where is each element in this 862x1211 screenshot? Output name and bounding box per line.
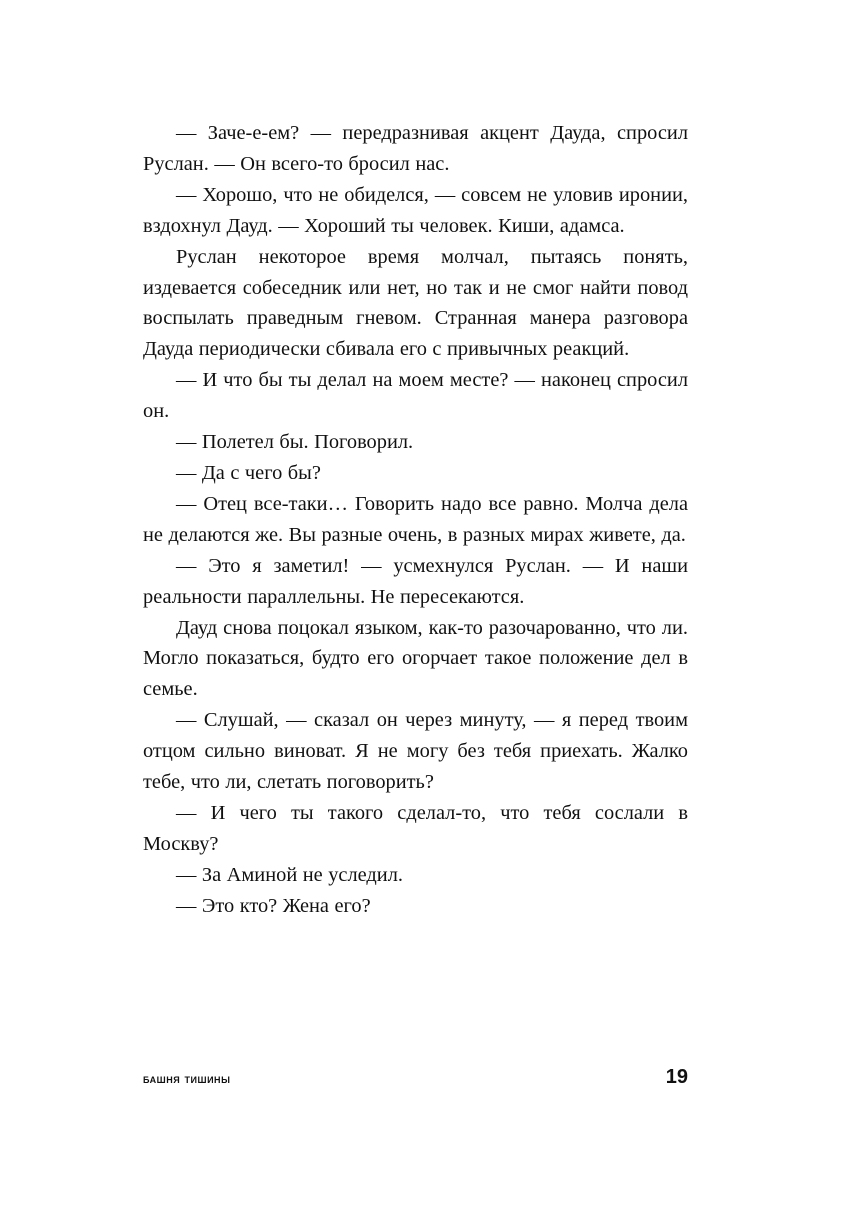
page-body-text <box>143 118 688 922</box>
paragraph: — Слушай, — сказал он через минуту, — я перед твоим отцом сильно виноват. Я не могу без тебя приехать. Жалко тебе, что ли, слетать поговорить? <box>143 709 688 794</box>
paragraph: — Заче-е-ем? — передразнивая акцент Дауда, спросил Руслан. — Он всего-то бросил нас. <box>143 122 688 175</box>
paragraph: — Полетел бы. Поговорил. <box>176 431 414 454</box>
paragraph: — И чего ты такого сделал-то, что тебя сослали в Москву? <box>143 801 688 855</box>
paragraph: Руслан некоторое время молчал, пытаясь понять, издевается собеседник или нет, но так и не смог найти повод воспылать праведным гневом. Странная манера разговора Дауда периодически сбивала его с привычных реакций. <box>143 245 688 361</box>
paragraph: — Да с чего бы? <box>176 461 321 484</box>
running-title: башня тишины <box>143 1071 231 1086</box>
paragraph: Дауд снова поцокал языком, как-то разочарованно, что ли. Могло показаться, будто его огорчает такое положение дел в семье. <box>143 616 688 701</box>
page-footer <box>143 1066 688 1089</box>
page-number: 19 <box>665 1066 688 1088</box>
paragraph: — Это я заметил! — усмехнулся Руслан. — И наши реальности параллельны. Не пересекаются. <box>143 554 688 608</box>
paragraph: — Отец все-таки… Говорить надо все равно. Молча дела не делаются же. Вы разные очень, в разных мирах живете, да. <box>143 492 688 546</box>
paragraph: — Это кто? Жена его? <box>176 894 371 917</box>
paragraph: — Хорошо, что не обиделся, — совсем не уловив иронии, вздохнул Дауд. — Хороший ты человек. Киши, адамса. <box>143 183 688 237</box>
paragraph: — За Аминой не уследил. <box>176 863 403 886</box>
paragraph: — И что бы ты делал на моем месте? — наконец спросил он. <box>143 369 688 423</box>
